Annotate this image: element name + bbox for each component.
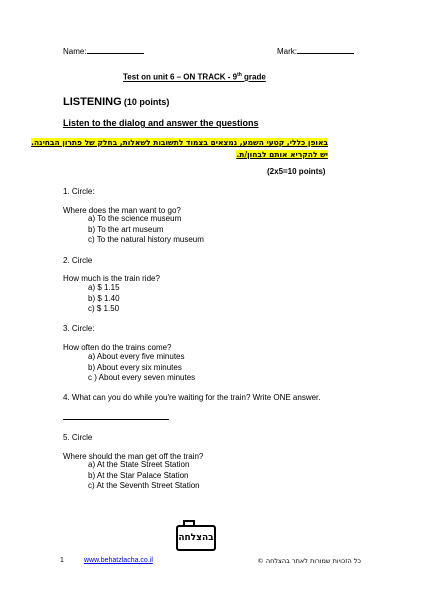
- logo-text: בהצלחה: [178, 533, 214, 543]
- page-number: 1: [60, 557, 64, 564]
- question-5-option-a[interactable]: a) At the State Street Station: [88, 460, 190, 469]
- mark-label: Mark:: [277, 47, 297, 56]
- question-5-text: Where should the man get off the train?: [63, 452, 204, 461]
- question-3-option-b[interactable]: b) About every six minutes: [88, 362, 182, 372]
- question-2-number: 2. Circle: [63, 256, 93, 265]
- question-3-option-c[interactable]: c ) About every seven minutes: [88, 373, 196, 382]
- question-1-options: [88, 214, 204, 246]
- question-3-number: 3. Circle:: [63, 324, 95, 333]
- question-2-option-b[interactable]: b) $ 1.40: [88, 293, 120, 303]
- test-title: [123, 72, 266, 82]
- hebrew-note-line2: יש להקריא אותם לבחון/ת.: [236, 150, 328, 159]
- question-5-option-c[interactable]: c) At the Seventh Street Station: [88, 481, 200, 490]
- question-1-text: Where does the man want to go?: [63, 206, 181, 215]
- website-link[interactable]: www.behatzlacha.co.il: [84, 557, 153, 564]
- question-5-number: 5. Circle: [63, 433, 93, 442]
- title-superscript: th: [237, 72, 242, 78]
- title-prefix: Test on unit 6 – ON TRACK - 9: [123, 72, 238, 82]
- section-points: (10 points): [123, 97, 170, 107]
- mark-field: [277, 47, 354, 56]
- question-5-option-b[interactable]: b) At the Star Palace Station: [88, 470, 189, 480]
- copyright-text: כל הזכויות שמורות לאתר בהצלחה ©: [257, 557, 361, 565]
- question-1-option-c[interactable]: c) To the natural history museum: [88, 235, 204, 244]
- section-score: (2x5=10 points): [267, 167, 326, 176]
- question-2-options: [88, 283, 120, 315]
- question-1-option-a[interactable]: a) To the science museum: [88, 214, 182, 223]
- question-5-options: [88, 460, 200, 492]
- question-1-number: 1. Circle:: [63, 187, 95, 196]
- section-heading: [63, 96, 169, 108]
- question-2-option-a[interactable]: a) $ 1.15: [88, 283, 120, 292]
- name-label: Name:: [63, 47, 87, 56]
- hebrew-note: [31, 137, 328, 161]
- name-blank-line[interactable]: [87, 53, 144, 54]
- name-field: [63, 47, 144, 56]
- title-suffix: grade: [241, 72, 266, 82]
- behatzlacha-logo: [176, 525, 216, 551]
- question-3-options: [88, 352, 195, 384]
- listening-heading: LISTENING: [63, 96, 122, 108]
- section-instruction: Listen to the dialog and answer the questions: [63, 118, 259, 128]
- question-4-answer-line[interactable]: [63, 419, 169, 420]
- mark-blank-line[interactable]: [297, 53, 354, 54]
- question-1-option-b[interactable]: b) To the art museum: [88, 224, 164, 234]
- question-3-option-a[interactable]: a) About every five minutes: [88, 352, 185, 361]
- question-3-text: How often do the trains come?: [63, 343, 172, 352]
- hebrew-note-line1: באופן כללי, קטעי השמע, נמצאים בצמוד לתשובות לשאלות, בחלק של פתרון הבחינה.: [31, 138, 328, 147]
- question-4-text: 4. What can you do while you're waiting for the train? Write ONE answer.: [63, 393, 321, 402]
- question-2-option-c[interactable]: c) $ 1.50: [88, 304, 120, 313]
- question-2-text: How much is the train ride?: [63, 274, 160, 283]
